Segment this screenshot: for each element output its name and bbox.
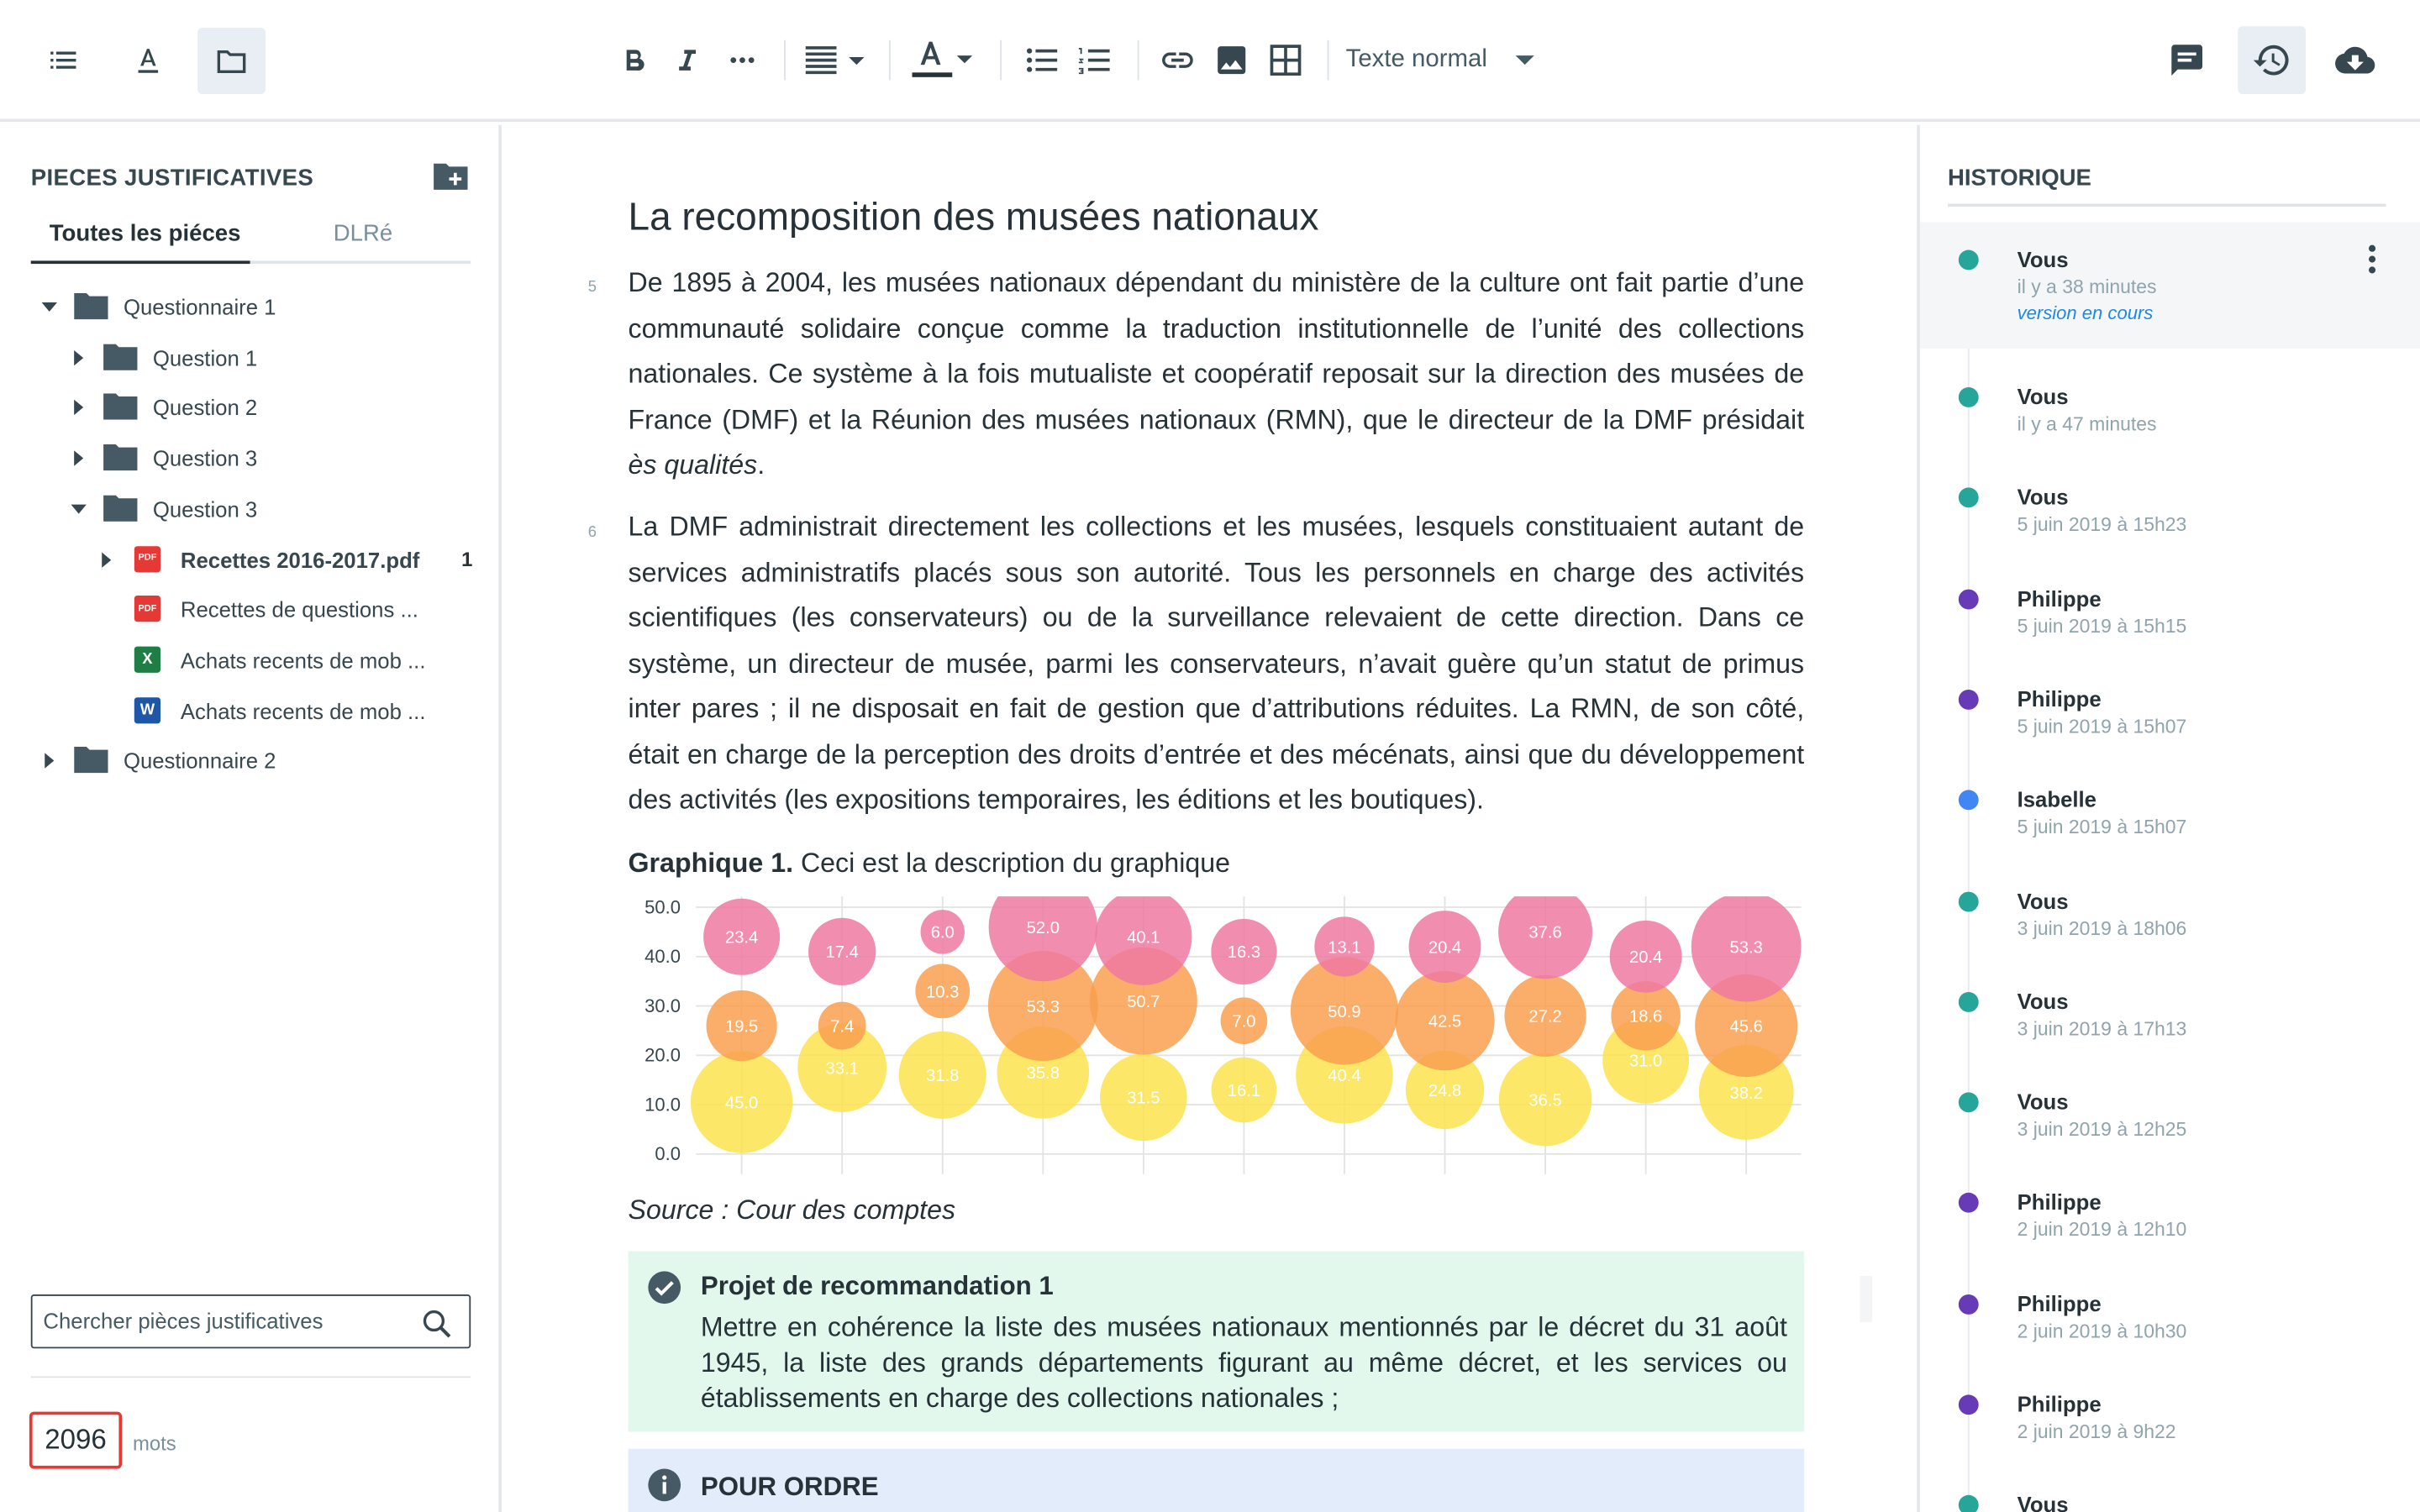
history-user: Philippe bbox=[2017, 1391, 2102, 1417]
paragraph-text: De 1895 à 2004, les musées nationaux dépendant du ministère de la culture ont fait partie d’une communauté solidaire conçue comme la traduction institutionnelle de l’unité des collections nationales. Ce système à la fois mutualiste et coopératif reposait sur la direction des musées de France (DMF) et la Réunion des musées nationaux (RMN), que le directeur de la DMF présidait bbox=[628, 266, 1805, 435]
more-horiz-icon[interactable] bbox=[721, 37, 764, 83]
paragraph-text: La DMF administrait directement les collections et les musées, lesquels constituaient autant de services administratifs placés sous son autorité. Tous les personnels en charge des activités scientifiques (les conservateurs) ou de la surveillance relevaient de cette direction. Dans ce système, un directeur de musée, parmi les conservateurs, n’avait guère qu’un statut de primus inter pares ; il ne disposait en fait de gestion que d’attributions réduites. La RMN, de son côté, était en charge de la perception des droits d’entrée et des mécénats, ainsi que du développement des activités (les expositions temporaires, les éditions et les boutiques). bbox=[628, 510, 1805, 815]
tree-item-label: Question 2 bbox=[152, 395, 258, 421]
y-tick-label: 50.0 bbox=[644, 896, 681, 918]
history-user: Vous bbox=[2017, 384, 2069, 409]
list-icon[interactable] bbox=[31, 28, 96, 92]
graph-caption-label: Graphique 1. bbox=[628, 847, 794, 879]
bubble-label: 52.0 bbox=[1026, 918, 1060, 937]
bubble-label: 31.5 bbox=[1127, 1089, 1160, 1108]
bubble-label: 23.4 bbox=[724, 928, 759, 948]
history-user: Philippe bbox=[2017, 585, 2102, 611]
bubble-label: 50.9 bbox=[1328, 1002, 1361, 1021]
history-time: il y a 47 minutes bbox=[2017, 413, 2157, 435]
history-entry[interactable] bbox=[1920, 1266, 2420, 1358]
history-entry[interactable] bbox=[1920, 1165, 2420, 1257]
text-style-label: Texte normal bbox=[1345, 46, 1487, 73]
text-style-select[interactable] bbox=[1346, 37, 1547, 83]
history-entry[interactable] bbox=[1920, 1467, 2420, 1512]
history-time: 3 juin 2019 à 12h25 bbox=[2017, 1118, 2187, 1141]
tree-item-label: Question 3 bbox=[152, 496, 258, 522]
history-user: Vous bbox=[2017, 888, 2069, 913]
bubble-label: 20.4 bbox=[1628, 948, 1663, 968]
search-icon[interactable] bbox=[420, 1307, 454, 1349]
history-time: 3 juin 2019 à 18h06 bbox=[2017, 916, 2187, 939]
history-time: 2 juin 2019 à 9h22 bbox=[2017, 1420, 2176, 1443]
bubble-label: 40.1 bbox=[1127, 928, 1160, 948]
bubble-label: 36.5 bbox=[1528, 1091, 1562, 1110]
history-entry[interactable] bbox=[1920, 360, 2420, 452]
tree-item-label: Questionnaire 1 bbox=[123, 294, 276, 320]
history-time: 5 juin 2019 à 15h07 bbox=[2017, 716, 2187, 738]
history-user: Vous bbox=[2017, 1089, 2069, 1115]
tree-item[interactable] bbox=[0, 741, 502, 781]
history-user: Philippe bbox=[2017, 1290, 2102, 1316]
user-dot bbox=[1959, 1495, 1979, 1512]
table-icon[interactable] bbox=[1262, 37, 1308, 83]
bubble-label: 19.5 bbox=[724, 1017, 759, 1037]
bubble-label: 45.6 bbox=[1729, 1017, 1763, 1037]
history-time: 3 juin 2019 à 17h13 bbox=[2017, 1017, 2187, 1040]
check-circle-icon bbox=[647, 1270, 682, 1313]
excel-file-icon: X bbox=[134, 646, 160, 672]
tree-item[interactable] bbox=[0, 690, 502, 731]
history-entry[interactable] bbox=[1920, 964, 2420, 1057]
y-tick-label: 30.0 bbox=[644, 995, 681, 1016]
tree-item[interactable] bbox=[0, 287, 502, 328]
bubble-label: 24.8 bbox=[1428, 1081, 1462, 1100]
history-user: Vous bbox=[2017, 988, 2069, 1014]
tab-dlre[interactable]: DLRé bbox=[333, 220, 393, 247]
history-entry[interactable] bbox=[1920, 1367, 2420, 1459]
user-dot bbox=[1959, 1093, 1979, 1113]
folder-icon bbox=[103, 444, 137, 470]
font-color-icon[interactable] bbox=[904, 34, 978, 86]
user-dot bbox=[1959, 790, 1979, 811]
tree-item-label: Question 1 bbox=[152, 344, 258, 370]
pour-ordre-box[interactable] bbox=[629, 1449, 1805, 1512]
tree-item[interactable] bbox=[0, 438, 502, 479]
paragraph[interactable] bbox=[629, 260, 1805, 488]
image-icon[interactable] bbox=[1208, 37, 1255, 83]
paragraph-italic: ès qualités bbox=[628, 449, 758, 480]
history-entry[interactable] bbox=[1920, 864, 2420, 956]
tree-item-label: Questionnaire 2 bbox=[123, 748, 276, 774]
word-file-icon: W bbox=[134, 696, 160, 722]
history-time: 5 juin 2019 à 15h07 bbox=[2017, 816, 2187, 838]
user-dot bbox=[1959, 992, 1979, 1012]
attachments-panel bbox=[0, 125, 502, 1512]
numbered-list-icon[interactable] bbox=[1071, 37, 1118, 83]
bubble-label: 53.3 bbox=[1729, 938, 1763, 958]
graph-caption-text: Ceci est la description du graphique bbox=[793, 847, 1230, 879]
history-user: Philippe bbox=[2017, 686, 2102, 711]
search-input[interactable] bbox=[43, 1309, 413, 1333]
user-dot bbox=[1959, 589, 1979, 609]
tree-item-label: Achats recents de mob ... bbox=[180, 648, 426, 673]
history-entry[interactable] bbox=[1920, 1065, 2420, 1158]
bubble-label: 42.5 bbox=[1428, 1012, 1462, 1032]
caret-right-icon[interactable] bbox=[45, 753, 54, 769]
caret-down-icon[interactable] bbox=[42, 302, 57, 312]
folder-icon bbox=[103, 344, 137, 370]
history-entry[interactable] bbox=[1920, 662, 2420, 754]
user-dot bbox=[1959, 250, 1979, 270]
current-version-label: version en cours bbox=[2017, 302, 2154, 324]
bubble-label: 13.1 bbox=[1328, 938, 1361, 958]
paragraph-number: 5 bbox=[587, 279, 597, 297]
history-entry[interactable] bbox=[1920, 222, 2420, 349]
folder-icon bbox=[103, 394, 137, 420]
bubble-label: 31.0 bbox=[1628, 1052, 1663, 1071]
bubble-label: 33.1 bbox=[825, 1059, 859, 1079]
recommendation-title: Projet de recommandation 1 bbox=[700, 1271, 1054, 1301]
caret-right-icon[interactable] bbox=[74, 400, 83, 415]
bubble-label: 50.7 bbox=[1127, 993, 1160, 1012]
panel-title: PIECES JUSTIFICATIVES bbox=[30, 165, 314, 192]
document-title[interactable]: La recomposition des musées nationaux bbox=[628, 196, 1319, 239]
cloud-download-icon[interactable] bbox=[2330, 37, 2380, 83]
caret-right-icon[interactable] bbox=[74, 450, 83, 465]
tabs bbox=[31, 218, 471, 264]
bubble-label: 6.0 bbox=[930, 923, 955, 942]
align-justify-icon[interactable] bbox=[799, 37, 870, 83]
divider bbox=[1948, 203, 2386, 207]
recommendation-text: Mettre en cohérence la liste des musées nationaux mentionnés par le décret du 31 août 1945, la liste des grands départements figurant au même décret, et les services ou établissements en charge des collections nationales ; bbox=[700, 1311, 1787, 1414]
text-format-icon[interactable] bbox=[116, 28, 181, 92]
bubble-label: 17.4 bbox=[825, 943, 859, 963]
recommendation-box[interactable] bbox=[629, 1252, 1805, 1432]
word-count: 2096 bbox=[29, 1412, 122, 1469]
bubble-label: 7.0 bbox=[1232, 1012, 1256, 1032]
folder-icon bbox=[74, 293, 108, 319]
pour-ordre-title: POUR ORDRE bbox=[700, 1472, 879, 1502]
caret-right-icon[interactable] bbox=[74, 349, 83, 365]
tree-item-label: Question 3 bbox=[152, 445, 258, 471]
y-tick-label: 10.0 bbox=[644, 1094, 681, 1116]
bubble-label: 38.2 bbox=[1729, 1084, 1763, 1103]
bubble-label: 40.4 bbox=[1328, 1067, 1361, 1086]
tree-item[interactable] bbox=[0, 338, 502, 378]
chart-source: Source : Cour des comptes bbox=[628, 1194, 956, 1226]
y-tick-label: 40.0 bbox=[644, 946, 681, 968]
toolbar bbox=[0, 0, 2420, 122]
paragraph-number: 6 bbox=[587, 524, 597, 542]
search-box bbox=[31, 1294, 471, 1348]
tree-item-label: Achats recents de mob ... bbox=[180, 698, 426, 723]
history-time: il y a 38 minutes bbox=[2017, 276, 2157, 298]
info-icon bbox=[647, 1467, 682, 1510]
more-vert-icon[interactable] bbox=[2368, 244, 2377, 275]
bubble-label: 37.6 bbox=[1528, 923, 1562, 942]
bold-icon[interactable] bbox=[614, 37, 655, 83]
graph-caption bbox=[629, 847, 1230, 879]
history-time: 2 juin 2019 à 12h10 bbox=[2017, 1219, 2187, 1242]
scroll-handle[interactable] bbox=[1860, 1276, 1872, 1322]
user-dot bbox=[1959, 1194, 1979, 1214]
paragraph-end: . bbox=[757, 449, 765, 480]
history-user: Philippe bbox=[2017, 1189, 2102, 1215]
tree-item[interactable] bbox=[0, 388, 502, 428]
folder-icon bbox=[74, 748, 108, 774]
history-title: HISTORIQUE bbox=[1947, 165, 2091, 192]
bubble-label: 7.4 bbox=[830, 1017, 855, 1037]
history-time: 2 juin 2019 à 10h30 bbox=[2017, 1320, 2187, 1342]
tree-item[interactable] bbox=[0, 539, 502, 580]
link-icon[interactable] bbox=[1155, 37, 1201, 83]
bubble-label: 16.3 bbox=[1227, 943, 1261, 963]
divider bbox=[31, 1376, 471, 1378]
history-icon[interactable] bbox=[2238, 26, 2306, 94]
history-user: Isabelle bbox=[2017, 787, 2096, 812]
tree-item-badge: 1 bbox=[461, 547, 473, 570]
user-dot bbox=[1959, 1394, 1979, 1415]
bubble-label: 27.2 bbox=[1528, 1007, 1562, 1026]
paragraph[interactable] bbox=[629, 505, 1805, 823]
caret-right-icon[interactable] bbox=[102, 552, 111, 567]
tree-item[interactable] bbox=[0, 590, 502, 630]
pdf-file-icon: PDF bbox=[134, 545, 160, 571]
user-dot bbox=[1959, 387, 1979, 407]
tree-item-label: Recettes 2016-2017.pdf bbox=[180, 547, 420, 572]
tree-item[interactable] bbox=[0, 489, 502, 529]
bubble-label: 18.6 bbox=[1628, 1007, 1663, 1026]
history-entry[interactable] bbox=[1920, 460, 2420, 553]
italic-icon[interactable] bbox=[666, 37, 707, 83]
folder-icon bbox=[103, 495, 137, 521]
add-folder-icon[interactable] bbox=[430, 159, 471, 192]
history-user: Vous bbox=[2017, 1492, 2069, 1512]
bubble-label: 16.1 bbox=[1227, 1081, 1261, 1100]
bubble-label: 53.3 bbox=[1026, 997, 1060, 1016]
history-entry[interactable] bbox=[1920, 561, 2420, 654]
tree-item-label: Recettes de questions ... bbox=[180, 597, 418, 622]
chevron-down-icon bbox=[1516, 55, 1534, 65]
pdf-file-icon: PDF bbox=[134, 596, 160, 622]
comment-icon[interactable] bbox=[2164, 37, 2210, 83]
history-panel bbox=[1917, 125, 2420, 1512]
bubble-label: 45.0 bbox=[724, 1094, 759, 1113]
bubble-label: 31.8 bbox=[926, 1067, 960, 1086]
history-user: Vous bbox=[2017, 485, 2069, 510]
history-time: 5 juin 2019 à 15h23 bbox=[2017, 514, 2187, 536]
bubble-chart bbox=[629, 896, 1805, 1182]
user-dot bbox=[1959, 891, 1979, 911]
document-editor[interactable] bbox=[505, 125, 1918, 1512]
y-tick-label: 0.0 bbox=[655, 1143, 681, 1165]
user-dot bbox=[1959, 488, 1979, 508]
active-tab-indicator bbox=[31, 260, 250, 264]
word-count-label: mots bbox=[132, 1431, 176, 1456]
user-dot bbox=[1959, 690, 1979, 710]
bubble-label: 10.3 bbox=[926, 983, 960, 1002]
tree-item[interactable] bbox=[0, 640, 502, 680]
folder-icon[interactable] bbox=[197, 28, 266, 94]
bullet-list-icon[interactable] bbox=[1018, 37, 1065, 83]
bubble-label: 20.4 bbox=[1428, 938, 1462, 958]
caret-down-icon[interactable] bbox=[71, 504, 86, 513]
history-time: 5 juin 2019 à 15h15 bbox=[2017, 615, 2187, 637]
y-tick-label: 20.0 bbox=[644, 1044, 681, 1066]
tab-toutes-les-pieces[interactable]: Toutes les piéces bbox=[49, 220, 241, 247]
bubble-label: 35.8 bbox=[1026, 1064, 1060, 1084]
history-entry[interactable] bbox=[1920, 763, 2420, 855]
user-dot bbox=[1959, 1294, 1979, 1314]
history-user: Vous bbox=[2017, 246, 2069, 272]
